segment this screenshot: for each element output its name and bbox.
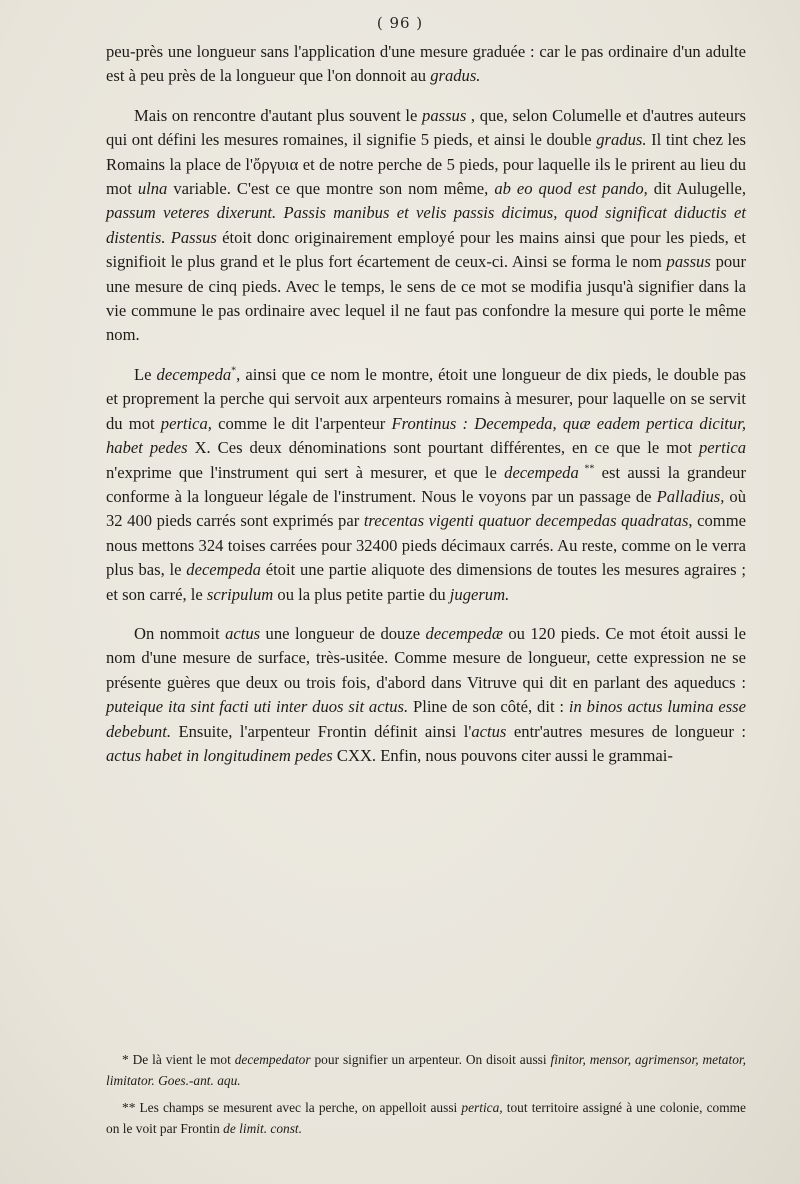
italic-run: passum veteres dixerunt. Passis manibus et velis passis dicimus, quod significat diductis et distentis. Passus	[106, 203, 746, 247]
italic-run: finitor, mensor, agrimensor, metator, limitator. Goes.-ant. aqu.	[106, 1052, 746, 1088]
footnote	[106, 1050, 746, 1091]
text-run: Le	[134, 364, 157, 384]
italic-run: passus	[666, 252, 711, 272]
italic-run: Palladius,	[656, 486, 725, 506]
italic-run: actus	[225, 623, 261, 643]
text-run: est aussi la grandeur conforme à la longueur légale de l'instrument. Nous le voyons par un passage de	[106, 462, 746, 506]
text-run: n'exprime que l'instrument qui sert à mesurer, et que le	[106, 462, 505, 482]
text-run: CXX. Enfin, nous pouvons citer aussi le grammai-	[332, 745, 673, 765]
text-run: ou la plus petite partie du	[273, 584, 450, 604]
italic-run: Frontinus : Decempeda, quæ eadem pertica dicitur, habet pedes	[106, 413, 746, 458]
text-run: pour signifier un arpenteur. On disoit aussi	[310, 1052, 551, 1067]
text-run: Mais on rencontre d'autant plus souvent le	[134, 105, 423, 125]
page-number: ( 96 )	[376, 14, 424, 32]
italic-run: pertica	[698, 438, 746, 458]
italic-run: in binos actus lumina esse debebunt.	[106, 697, 746, 741]
text-run: ** Les champs se mesurent avec la perche, on appelloit aussi	[122, 1100, 462, 1115]
text-run: , comme nous mettons 324 toises carrées pour 32400 pieds décimaux carrés. Au reste, comme on le verra plus bas, le	[106, 511, 746, 580]
italic-run: pertica,	[461, 1100, 503, 1115]
text-run: On nommoit	[134, 623, 226, 643]
italic-run: jugerum.	[449, 584, 510, 604]
italic-run: pertica,	[160, 413, 212, 433]
italic-run: scripulum	[206, 584, 274, 604]
italic-run: actus	[471, 721, 507, 741]
text-run: pour une mesure de cinq pieds. Avec le temps, le sens de ce mot se modifia jusqu'à signifier dans la vie commune le pas ordinaire avec lequel il ne faut pas confondre la mesure qui porte le même nom.	[106, 252, 746, 345]
text-run: tout territoire assigné à une colonie, comme on le voit par Frontin	[106, 1100, 746, 1136]
footnotes	[106, 1050, 746, 1146]
italic-run: de limit. const.	[223, 1120, 303, 1136]
italic-run: decempeda	[156, 364, 232, 384]
text-run: * De là vient le mot	[122, 1052, 235, 1067]
paragraph	[106, 40, 746, 89]
italic-run: gradus.	[596, 130, 647, 150]
text-run: variable. C'est ce que montre son nom même,	[167, 179, 495, 199]
italic-run: trecentas vigenti quatuor decempedas quadratas	[363, 511, 689, 531]
footnote-marker: *	[231, 365, 237, 377]
italic-run: decempeda	[186, 560, 261, 580]
paragraph	[106, 104, 746, 348]
main-text	[106, 40, 746, 783]
text-run: comme le dit l'arpenteur	[211, 413, 392, 433]
footnote-marker: **	[578, 462, 595, 474]
text-run: Ensuite, l'arpenteur Frontin définit ainsi l'	[170, 721, 472, 741]
italic-run: gradus.	[430, 66, 481, 86]
text-run: dit Aulugelle,	[647, 179, 746, 199]
italic-run: passus	[422, 105, 467, 125]
italic-run: ulna	[137, 179, 168, 199]
text-run: une longueur de douze	[260, 623, 426, 643]
text-run: ou 120 pieds. Ce mot étoit aussi le nom d'une mesure de surface, très-usitée. Comme mesure de longueur, cette expression ne se présente guères que deux ou trois fois, d'abord dans Vitruve qui dit en parlant des aqueducs :	[106, 623, 746, 692]
text-run: où 32 400 pieds carrés sont exprimés par	[106, 486, 747, 531]
italic-run: ab eo quod est pando,	[494, 179, 648, 199]
text-run: Il tint chez les Romains la place de l'ὄργυια et de notre perche de 5 pieds, pour laquelle ils le prirent au lieu du mot	[106, 130, 746, 199]
footnote	[106, 1098, 746, 1139]
text-run: , ainsi que ce nom le montre, étoit une longueur de dix pieds, le double pas et proprement la perche qui servoit aux arpenteurs romains à mesurer, pour laquelle on se servit du mot	[106, 364, 746, 433]
italic-run: decempedator	[234, 1052, 311, 1067]
italic-run: puteique ita sint facti uti inter duos sit actus.	[106, 697, 409, 717]
italic-run: decempedæ	[425, 623, 503, 643]
text-run: peu-près une longueur sans l'application d'une mesure graduée : car le pas ordinaire d'un adulte est à peu près de la longueur que l'on donnoit au	[106, 42, 746, 86]
text-run: Pline de son côté, dit :	[408, 697, 569, 717]
text-run: X. Ces deux dénominations sont pourtant différentes, en ce que le mot	[187, 438, 699, 458]
text-run: étoit donc originairement employé pour les mains ainsi que pour les pieds, et signifioit le plus grand et le plus fort écartement de ceux-ci. Ainsi se forma le nom	[106, 227, 746, 272]
text-run: entr'autres mesures de longueur :	[506, 721, 746, 741]
paragraph	[106, 622, 746, 768]
text-run: étoit une partie aliquote des dimensions de toutes les mesures agraires ; et son carré, le	[106, 560, 746, 604]
paragraph	[106, 363, 746, 607]
italic-run: decempeda	[504, 462, 579, 482]
text-run: , que, selon Columelle et d'autres auteurs qui ont défini les mesures romaines, il signifie 5 pieds, et ainsi le double	[106, 105, 746, 150]
italic-run: actus habet in longitudinem pedes	[106, 745, 333, 765]
